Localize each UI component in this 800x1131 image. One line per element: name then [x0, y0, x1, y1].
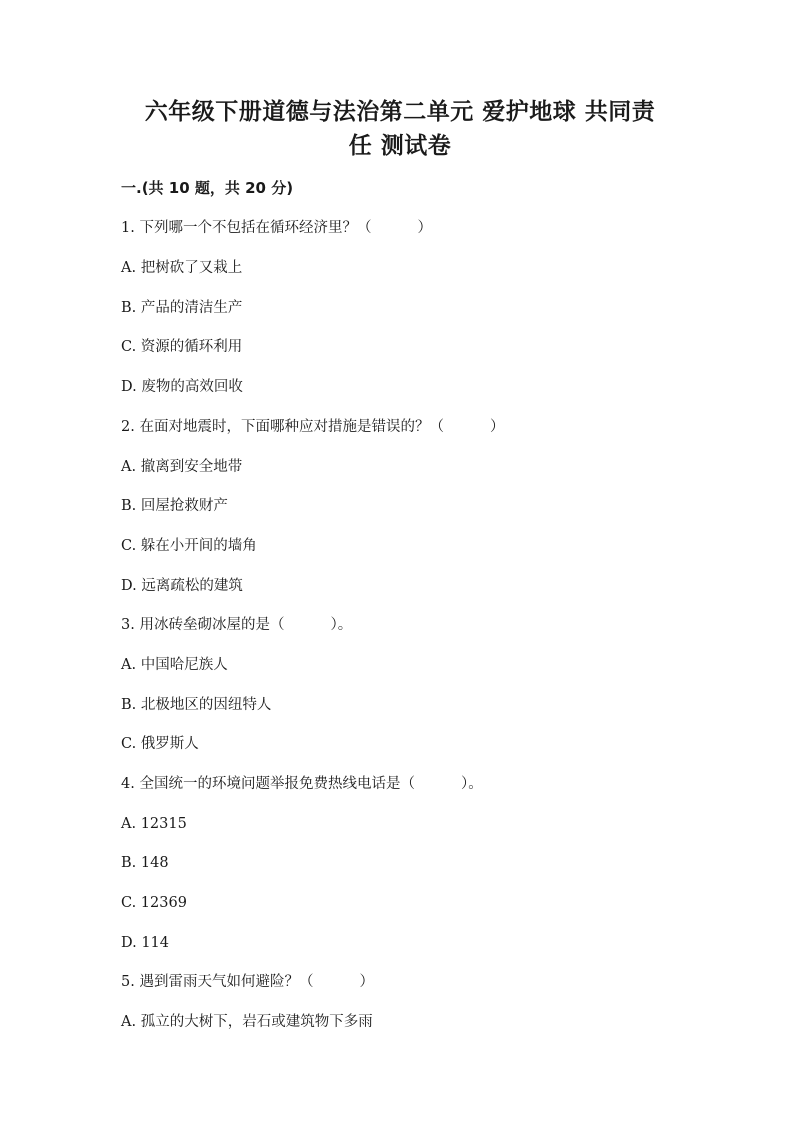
question-4-option-b: B. 148 [121, 855, 169, 871]
question-1-option-b: B. 产品的清洁生产 [121, 300, 243, 316]
question-5-option-a: A. 孤立的大树下，岩石或建筑物下多雨 [121, 1014, 373, 1030]
question-2-option-d: D. 远离疏松的建筑 [121, 578, 243, 594]
question-4-stem: 4. 全国统一的环境问题举报免费热线电话是（ ）。 [121, 776, 483, 792]
title-line-2: 任 测试卷 [348, 133, 452, 159]
question-3-option-b: B. 北极地区的因纽特人 [121, 697, 272, 713]
section-header: 一.(共 10 题，共 20 分) [121, 179, 294, 197]
question-2-option-c: C. 躲在小开间的墙角 [121, 538, 257, 554]
question-4-option-c: C. 12369 [121, 895, 187, 911]
question-3-option-a: A. 中国哈尼族人 [121, 657, 228, 673]
question-1-option-a: A. 把树砍了又栽上 [121, 260, 243, 276]
question-2-option-b: B. 回屋抢救财产 [121, 498, 228, 514]
question-1-option-d: D. 废物的高效回收 [121, 379, 243, 395]
question-3-option-c: C. 俄罗斯人 [121, 736, 199, 752]
question-2-stem: 2. 在面对地震时，下面哪种应对措施是错误的？（ ） [121, 419, 505, 435]
question-5-stem: 5. 遇到雷雨天气如何避险？（ ） [121, 974, 375, 990]
question-1-stem: 1. 下列哪一个不包括在循环经济里？（ ） [121, 220, 433, 236]
question-4-option-a: A. 12315 [121, 816, 187, 832]
question-2-option-a: A. 撤离到安全地带 [121, 459, 243, 475]
question-3-stem: 3. 用冰砖垒砌冰屋的是（ ）。 [121, 617, 353, 633]
question-1-option-c: C. 资源的循环利用 [121, 339, 243, 355]
title-line-1: 六年级下册道德与法治第二单元 爱护地球 共同责 [144, 99, 656, 125]
question-4-option-d: D. 114 [121, 935, 170, 951]
